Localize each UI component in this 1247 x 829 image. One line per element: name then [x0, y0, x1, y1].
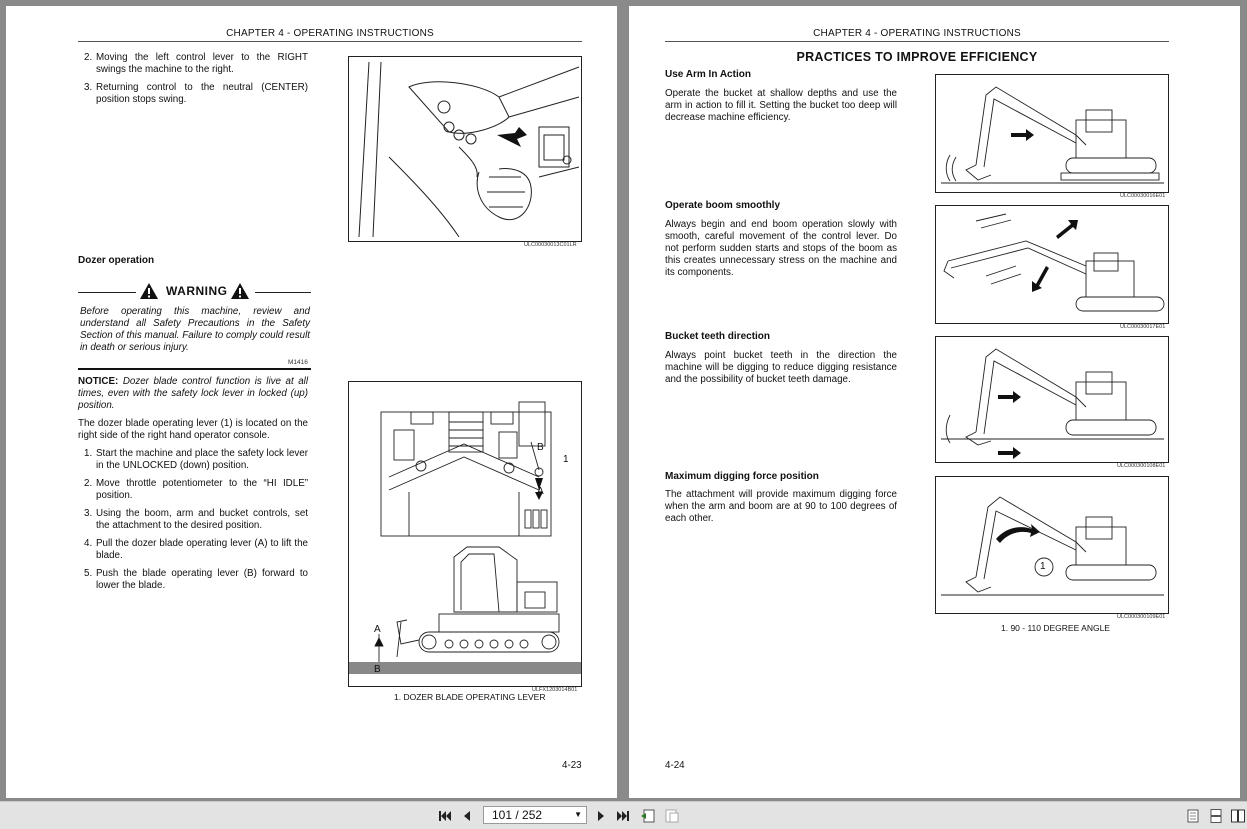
figure-code: ULC00030013C01LR: [524, 242, 577, 248]
section-heading: Bucket teeth direction: [665, 331, 771, 342]
page-number: 4-24: [665, 760, 685, 771]
single-page-view-icon[interactable]: [1187, 809, 1199, 823]
left-page: [6, 6, 617, 798]
warning-rule: [78, 292, 136, 293]
list-item: 1. Start the machine and place the safety lock lever in the UNLOCKED (down) position.: [84, 448, 308, 471]
excavator-figure: [935, 336, 1169, 463]
section-heading: Use Arm In Action: [665, 69, 751, 80]
list-item: 4. Pull the dozer blade operating lever (A) to lift the blade.: [84, 538, 308, 561]
excavator-figure: [935, 205, 1169, 324]
joystick-figure: [348, 56, 582, 242]
figure-code: ULC000300109E01: [1117, 614, 1166, 620]
last-page-icon[interactable]: [616, 809, 630, 823]
chevron-down-icon[interactable]: ▼: [574, 810, 582, 819]
page-number: 4-23: [562, 760, 582, 771]
list-item: 2. Move throttle potentiometer to the “HI IDLE” position.: [84, 478, 308, 501]
list-item: 2. Moving the left control lever to the RIGHT swings the machine to the right.: [84, 52, 308, 75]
warning-title: WARNING: [166, 284, 228, 298]
figure-caption: 1. DOZER BLADE OPERATING LEVER: [394, 692, 546, 702]
figure-code: ULC00030017E01: [1120, 324, 1166, 330]
figure-caption: 1. 90 - 110 DEGREE ANGLE: [1001, 623, 1110, 633]
next-page-icon[interactable]: [595, 809, 607, 823]
figure-code: ULFX1203014B01: [532, 687, 578, 693]
section-text: Always begin and end boom operation slowly with smooth, careful movement of the control lever. Do not perform sudden starts and stops of the boom as this creates unnecessary stress on the machine and its components.: [665, 219, 897, 278]
header-rule: [78, 41, 582, 42]
first-page-icon[interactable]: [438, 809, 452, 823]
header-rule: [665, 41, 1169, 42]
callout-1: 1: [1040, 561, 1046, 572]
facing-view-icon[interactable]: [1231, 809, 1245, 823]
list-item: 5. Push the blade operating lever (B) forward to lower the blade.: [84, 568, 308, 591]
excavator-figure: [935, 476, 1169, 614]
dozer-lever-figure: [348, 381, 582, 687]
section-heading: Operate boom smoothly: [665, 200, 781, 211]
warning-icon: [139, 282, 159, 300]
warning-code: M1416: [288, 359, 308, 366]
forward-view-icon[interactable]: [664, 809, 680, 823]
page-number-input[interactable]: 101 / 252 ▼: [483, 806, 587, 824]
warning-text: Before operating this machine, review and understand all Safety Precautions in the Safety Section of this manual. Failure to comply could result in death or serious injury.: [80, 306, 310, 353]
figure-code: ULC00030016E01: [1120, 193, 1166, 199]
intro-text: The dozer blade operating lever (1) is located on the right side of the right hand operator console.: [78, 418, 308, 441]
viewer-toolbar: [0, 801, 1247, 829]
continuous-view-icon[interactable]: [1210, 809, 1222, 823]
page-title: PRACTICES TO IMPROVE EFFICIENCY: [796, 50, 1038, 64]
chapter-header: CHAPTER 4 - OPERATING INSTRUCTIONS: [813, 28, 1021, 39]
section-text: The attachment will provide maximum digging force when the arm and boom are at 90 to 100 degrees of each other.: [665, 489, 897, 524]
chapter-header: CHAPTER 4 - OPERATING INSTRUCTIONS: [226, 28, 434, 39]
warning-icon: [230, 282, 250, 300]
section-text: Operate the bucket at shallow depths and use the arm in action to fill it. Setting the bucket too deep will decrease machine efficiency.: [665, 88, 897, 123]
label-a: A: [537, 486, 544, 497]
section-title: Dozer operation: [78, 255, 155, 266]
back-view-icon[interactable]: [640, 809, 656, 823]
label-1: 1: [563, 454, 569, 465]
right-page: [629, 6, 1240, 798]
section-heading: Maximum digging force position: [665, 471, 819, 482]
figure-code: ULC000300108E01: [1117, 463, 1166, 469]
warning-bottom-rule: [78, 368, 311, 370]
label-b: B: [537, 442, 544, 453]
list-item: 3. Returning control to the neutral (CENTER) position stops swing.: [84, 82, 308, 105]
label-b-lower: B: [374, 664, 381, 675]
prev-page-icon[interactable]: [461, 809, 473, 823]
notice: NOTICE: Dozer blade control function is live at all times, even with the safety lock lever in locked (up) position.: [78, 376, 308, 411]
label-a-lift: A: [374, 624, 381, 635]
excavator-figure: [935, 74, 1169, 193]
list-item: 3. Using the boom, arm and bucket controls, set the attachment to the desired position.: [84, 508, 308, 531]
section-text: Always point bucket teeth in the direction the machine will be digging to reduce digging resistance and the possibility of bucket teeth damage.: [665, 350, 897, 385]
warning-rule: [255, 292, 311, 293]
